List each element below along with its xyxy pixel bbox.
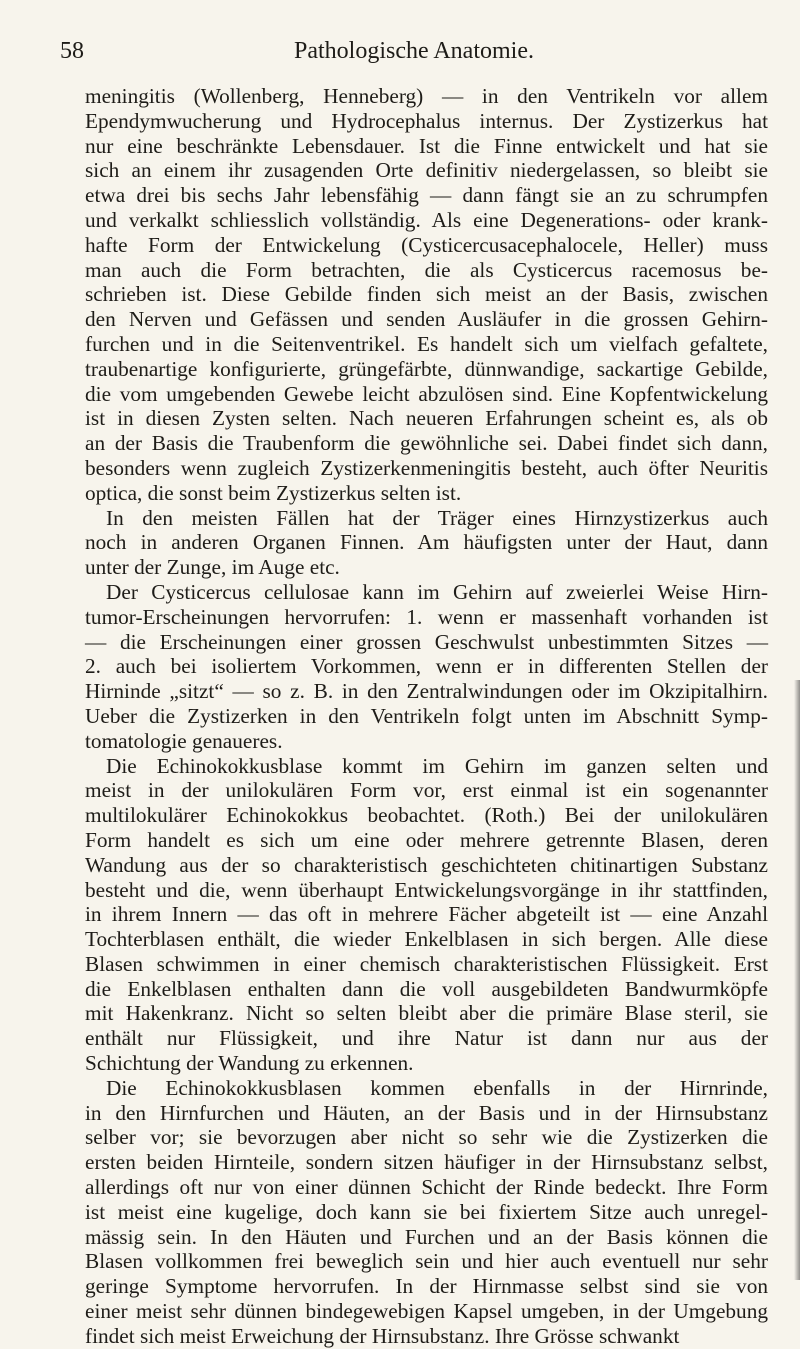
text-line: meist in der unilokulären Form vor, erst einmal ist ein sogenannter (85, 778, 768, 803)
text-line: hafte Form der Entwickelung (Cysticercusacephalocele, Heller) muss (85, 232, 768, 257)
text-line: — die Erscheinungen einer grossen Geschwulst unbestimmten Sitzes — (85, 629, 768, 654)
text-line: unter der Zunge, im Auge etc. (85, 555, 340, 580)
text-line: Der Cysticercus cellulosae kann im Gehirn auf zweierlei Weise Hirn- (106, 579, 768, 604)
text-line: sich an einem ihr zusagenden Orte definitiv niedergelassen, so bleibt sie (85, 158, 768, 183)
text-line: Schichtung der Wandung zu erkennen. (85, 1051, 414, 1076)
text-line: in ihrem Innern — das oft in mehrere Fächer abgeteilt ist — eine Anzahl (85, 902, 768, 927)
text-line: tomatologie genaueres. (85, 728, 283, 753)
text-line: und verkalkt schliesslich vollständig. Als eine Degenerations- oder krank- (85, 207, 768, 232)
text-line: multilokulärer Echinokokkus beobachtet. (Roth.) Bei der unilokulären (85, 803, 768, 828)
text-line: 2. auch bei isoliertem Vorkommen, wenn er in differenten Stellen der (85, 654, 768, 679)
text-line: den Nerven und Gefässen und senden Ausläufer in die grossen Gehirn- (85, 307, 768, 332)
page-number: 58 (60, 38, 84, 64)
text-line: Blasen schwimmen in einer chemisch charakteristischen Flüssigkeit. Erst (85, 951, 768, 976)
text-line: allerdings oft nur von einer dünnen Schicht der Rinde bedeckt. Ihre Form (85, 1175, 768, 1200)
text-line: enthält nur Flüssigkeit, und ihre Natur ist dann nur aus der (85, 1026, 768, 1051)
text-line: ist meist eine kugelige, doch kann sie bei fixiertem Sitze auch unregel- (85, 1199, 768, 1224)
text-line: schrieben ist. Diese Gebilde finden sich meist an der Basis, zwischen (85, 282, 768, 307)
text-line: noch in anderen Organen Finnen. Am häufigsten unter der Haut, dann (85, 530, 768, 555)
text-line: Form handelt es sich um eine oder mehrere getrennte Blasen, deren (85, 827, 768, 852)
text-line: an der Basis die Traubenform die gewöhnliche sei. Dabei findet sich dann, (85, 431, 768, 456)
text-line: besteht und die, wenn überhaupt Entwickelungsvorgänge in ihr stattfinden, (85, 877, 768, 902)
text-line: findet sich meist Erweichung der Hirnsubstanz. Ihre Grösse schwankt (85, 1323, 680, 1348)
text-line: nur eine beschränkte Lebensdauer. Ist die Finne entwickelt und hat sie (85, 133, 768, 158)
text-line: selber vor; sie bevorzugen aber nicht so sehr wie die Zystizerken die (85, 1125, 768, 1150)
text-line: tumor-Erscheinungen hervorrufen: 1. wenn er massenhaft vorhanden ist (85, 604, 768, 629)
text-line: ersten beiden Hirnteile, sondern sitzen häufiger in der Hirnsubstanz selbst, (85, 1150, 768, 1175)
text-line: Die Echinokokkusblasen kommen ebenfalls in der Hirnrinde, (106, 1075, 768, 1100)
text-line: Hirninde „sitzt“ — so z. B. in den Zentralwindungen oder im Okzipitalhirn. (85, 679, 768, 704)
text-line: Wandung aus der so charakteristisch geschichteten chitinartigen Substanz (85, 852, 768, 877)
running-title: Pathologische Anatomie. (294, 38, 534, 64)
text-line: etwa drei bis sechs Jahr lebensfähig — dann fängt sie an zu schrumpfen (85, 183, 768, 208)
text-line: mit Hakenkranz. Nicht so selten bleibt aber die primäre Blase steril, sie (85, 1001, 768, 1026)
text-line: Ueber die Zystizerken in den Ventrikeln folgt unten im Abschnitt Symp- (85, 703, 768, 728)
text-line: in den Hirnfurchen und Häuten, an der Basis und in der Hirnsubstanz (85, 1100, 768, 1125)
text-line: mässig sein. In den Häuten und Furchen und an der Basis können die (85, 1224, 768, 1249)
text-line: besonders wenn zugleich Zystizerkenmeningitis besteht, auch öfter Neuritis (85, 455, 768, 480)
text-line: die Enkelblasen enthalten dann die voll ausgebildeten Bandwurmköpfe (85, 976, 768, 1001)
text-line: einer meist sehr dünnen bindegewebigen Kapsel umgeben, in der Umgebung (85, 1299, 768, 1324)
body-text (85, 84, 768, 1349)
text-line: ist in diesen Zysten selten. Nach neueren Erfahrungen scheint es, als ob (85, 406, 768, 431)
text-line: meningitis (Wollenberg, Henneberg) — in den Ventrikeln vor allem (85, 84, 768, 108)
text-line: In den meisten Fällen hat der Träger eines Hirnzystizerkus auch (106, 505, 768, 530)
text-line: Ependymwucherung und Hydrocephalus internus. Der Zystizerkus hat (85, 108, 768, 133)
text-line: Die Echinokokkusblase kommt im Gehirn im ganzen selten und (106, 753, 768, 778)
text-line: Tochterblasen enthält, die wieder Enkelblasen in sich bergen. Alle diese (85, 927, 768, 952)
text-line: geringe Symptome hervorrufen. In der Hirnmasse selbst sind sie von (85, 1274, 768, 1299)
text-line: furchen und in die Seitenventrikel. Es handelt sich um vielfach gefaltete, (85, 331, 768, 356)
page-header (60, 38, 768, 78)
text-line: traubenartige konfigurierte, grüngefärbte, dünnwandige, sackartige Gebilde, (85, 356, 768, 381)
text-line: die vom umgebenden Gewebe leicht abzulösen sind. Eine Kopfentwickelung (85, 381, 768, 406)
text-line: Blasen vollkommen frei beweglich sein und hier auch eventuell nur sehr (85, 1249, 768, 1274)
text-line: optica, die sonst beim Zystizerkus selten ist. (85, 480, 462, 505)
page-edge-shadow (794, 680, 800, 1280)
text-line: man auch die Form betrachten, die als Cysticercus racemosus be- (85, 257, 768, 282)
